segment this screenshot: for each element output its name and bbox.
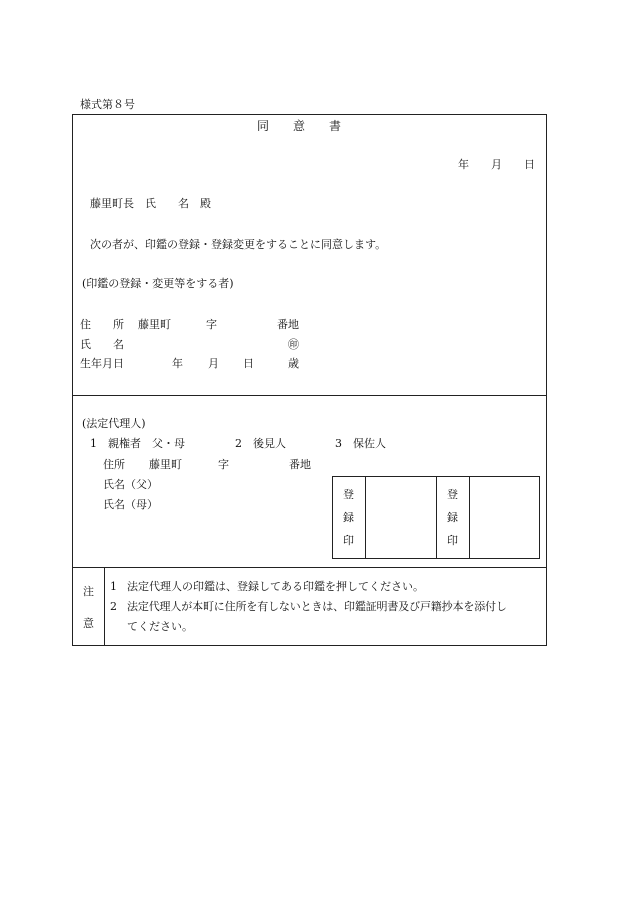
notes-label-divider: [104, 567, 105, 646]
section-divider-2: [72, 567, 547, 568]
legal-rep-name-father: 氏名（父）: [103, 478, 158, 491]
applicant-birthdate-day: 日: [243, 357, 254, 370]
date-line: 年 月 日: [458, 158, 535, 171]
note-2-text-line1: 法定代理人が本町に住所を有しないときは、印鑑証明書及び戸籍抄本を添付し: [127, 600, 507, 613]
applicant-address-town: 藤里町: [138, 318, 171, 331]
notes-label-bottom: 意: [83, 617, 94, 630]
seal-box-divider: [469, 476, 470, 559]
legal-rep-name-mother: 氏名（母）: [103, 498, 158, 511]
seal-box-label-char: 印: [447, 534, 458, 547]
legal-rep-address-aza: 字: [218, 458, 229, 471]
legal-rep-address-banchi: 番地: [289, 458, 311, 471]
legal-rep-option-parent: 1 親権者 父・母: [90, 437, 185, 450]
applicant-name-label: 氏 名: [80, 338, 124, 351]
note-1-text: 法定代理人の印鑑は、登録してある印鑑を押してください。: [127, 580, 424, 593]
consent-statement: 次の者が、印鑑の登録・登録変更をすることに同意します。: [90, 238, 387, 251]
section-divider-1: [72, 395, 547, 396]
seal-box-label-char: 録: [447, 511, 458, 524]
note-1-number: 1: [110, 580, 117, 593]
applicant-address-banchi: 番地: [277, 318, 299, 331]
seal-box-label-char: 録: [343, 511, 354, 524]
note-2-number: 2: [110, 600, 117, 613]
legal-rep-heading: (法定代理人): [82, 417, 146, 430]
applicant-address-aza: 字: [206, 318, 217, 331]
addressee: 藤里町長 氏 名 殿: [90, 197, 211, 210]
legal-rep-address-town: 藤里町: [149, 458, 182, 471]
legal-rep-option-guardian: 2 後見人: [235, 437, 286, 450]
applicant-heading: (印鑑の登録・変更等をする者): [82, 277, 234, 290]
seal-box-label-char: 印: [343, 534, 354, 547]
seal-box-divider: [436, 476, 437, 559]
legal-rep-option-curator: 3 保佐人: [335, 437, 386, 450]
legal-rep-address-label: 住所: [103, 458, 125, 471]
note-2-text-line2: てください。: [127, 620, 193, 633]
applicant-age: 歳: [288, 357, 299, 370]
seal-box-divider: [365, 476, 366, 559]
applicant-birthdate-year: 年: [172, 357, 183, 370]
applicant-birthdate-month: 月: [208, 357, 219, 370]
applicant-address-label: 住 所: [80, 318, 124, 331]
applicant-birthdate-label: 生年月日: [80, 357, 124, 370]
seal-box-label-char: 登: [447, 488, 458, 501]
seal-mark: ㊞: [288, 338, 299, 351]
page-title: 同 意 書: [257, 119, 342, 133]
notes-label-top: 注: [83, 585, 94, 598]
form-number: 様式第８号: [80, 98, 135, 111]
seal-box-label-char: 登: [343, 488, 354, 501]
